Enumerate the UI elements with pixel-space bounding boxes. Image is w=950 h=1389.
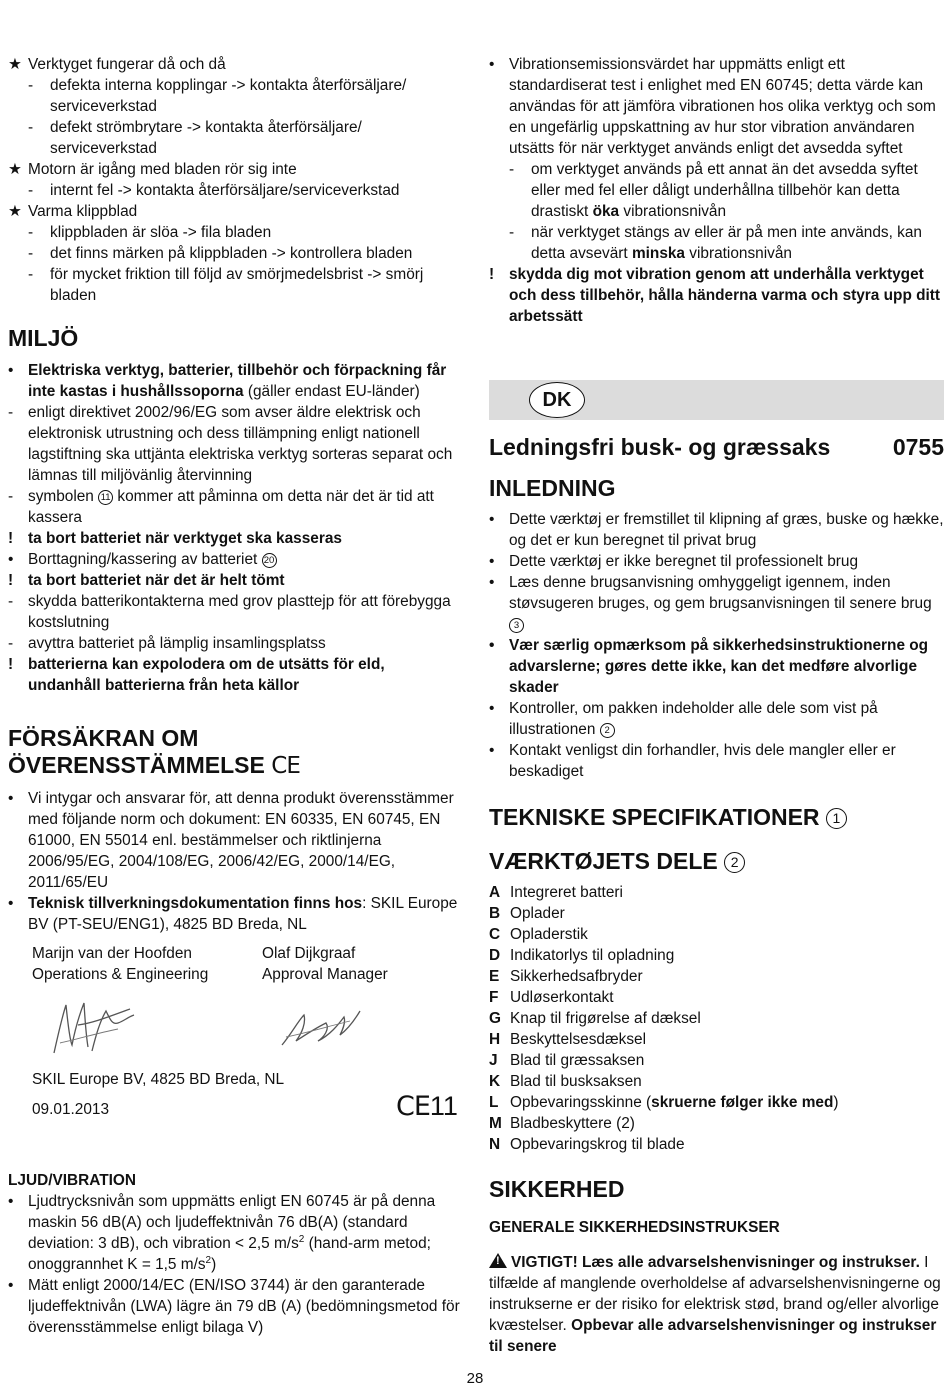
trouble-cause: - defekt strömbrytare -> kontakta återförsäljare/ serviceverkstad <box>28 119 362 157</box>
part-label: Blad til busksaksen <box>510 1073 642 1090</box>
vibration-item: - när verktyget stängs av eller är på men inte används, kan detta avsevärt minska vibrationsnivån <box>509 224 922 262</box>
trouble-symptom: ★ Verktyget fungerar då och då <box>8 56 226 73</box>
right-column-dk <box>489 434 944 1357</box>
part-letter: E <box>489 968 500 985</box>
part-item <box>489 987 944 1008</box>
signature-block <box>8 943 460 1169</box>
part-item <box>489 1134 944 1155</box>
inledning-item: • Kontroller, om pakken indeholder alle dele som vist på illustrationen 2 <box>489 700 878 738</box>
trouble-cause: - klippbladen är slöa -> fila bladen <box>28 224 272 241</box>
ref-number-11: 11 <box>98 490 113 505</box>
signature-2-image <box>278 1003 368 1051</box>
forsakran-item: • Vi intygar och ansvarar för, att denna produkt överensstämmer med följande norm och dokument: EN 60335, EN 60745, EN 61000, EN 55014 enl. bestämmelser och riktlinjerna 2006/95/EG, 2004/108/EG, 2006/42/EG, 2000/14/EG, 2011/65/EU <box>8 790 454 891</box>
trouble-cause: - det finns märken på klippbladen -> kontrollera bladen <box>28 245 413 262</box>
part-letter: H <box>489 1031 501 1048</box>
product-title: Ledningsfri busk- og græssaks 0755 <box>489 434 944 460</box>
part-letter: C <box>489 926 501 943</box>
part-letter: F <box>489 989 499 1006</box>
part-letter: J <box>489 1052 498 1069</box>
left-column <box>8 54 460 1338</box>
generale-heading: GENERALE SIKKERHEDSINSTRUKSER <box>489 1219 780 1236</box>
ref-number-20: 20 <box>262 553 277 568</box>
inledning-item: • Vær særlig opmærksom på sikkerhedsinstruktionerne og advarslerne; gøres dette ikke, kan det medføre alvorlige skader <box>489 637 929 696</box>
part-label: Blad til græssaksen <box>510 1052 645 1069</box>
part-letter: D <box>489 947 501 964</box>
part-item <box>489 1050 944 1071</box>
vibration-item: • Vibrationsemissionsvärdet har uppmätts enligt ett standardiserat test i enlighet med EN 60745; detta värde kan användas för att jämföra vibrationen hos olika verktyg och som en ungefärlig uppskattning av hur stor vibration användaren utsätts för när verktyget används enligt det avsedda syftet <box>489 56 936 157</box>
part-item <box>489 882 944 903</box>
inledning-item: • Kontakt venligst din forhandler, hvis dele mangler eller er beskadiget <box>489 742 896 780</box>
declaration-date: 09.01.2013 <box>32 1101 110 1118</box>
miljo-warning: ! batterierna kan expolodera om de utsätts för eld, undanhåll batterierna från heta källor <box>8 656 385 694</box>
language-badge: DK <box>529 382 585 418</box>
miljo-item: • Elektriska verktyg, batterier, tillbehör och förpackning får inte kastas i hushållssoporna (gäller endast EU-länder) <box>8 362 447 400</box>
miljo-item: - symbolen 11 kommer att påminna om detta när det är tid att kassera <box>8 488 434 526</box>
miljo-item: - skydda batterikontakterna med grov plasttejp för att förebygga kostslutning <box>8 593 451 631</box>
language-bar-dk <box>489 380 944 420</box>
part-label: Oplader <box>510 905 565 922</box>
inledning-item: • Dette værktøj er ikke beregnet til professionelt brug <box>489 553 859 570</box>
ce-mark-11: CE11 <box>396 1091 458 1122</box>
part-item <box>489 1029 944 1050</box>
trouble-cause: - för mycket friktion till följd av smörjmedelsbrist -> smörj bladen <box>28 266 424 304</box>
miljo-item: - avyttra batteriet på lämplig insamlingsplatss <box>8 635 326 652</box>
part-item <box>489 1113 944 1134</box>
tekniske-heading: TEKNISKE SPECIFIKATIONER 1 <box>489 804 944 831</box>
part-letter: K <box>489 1073 501 1090</box>
part-label: Beskyttelsesdæksel <box>510 1031 647 1048</box>
part-letter: A <box>489 884 501 901</box>
ref-number-3: 3 <box>509 618 524 633</box>
miljo-warning: ! ta bort batteriet när verktyget ska kasseras <box>8 530 342 547</box>
inledning-heading: INLEDNING <box>489 475 616 501</box>
part-item <box>489 924 944 945</box>
signatory-2: Olaf Dijkgraaf Approval Manager <box>262 945 388 983</box>
signature-1-image <box>48 995 143 1059</box>
part-letter: L <box>489 1094 499 1111</box>
part-label: Knap til frigørelse af dæksel <box>510 1010 701 1027</box>
part-label: Integreret batteri <box>510 884 623 901</box>
inledning-item: • Dette værktøj er fremstillet til klipning af græs, buske og hække, og det er kun beregnet til privat brug <box>489 511 944 549</box>
ce-mark: CE <box>271 753 300 779</box>
ref-number-2: 2 <box>600 723 615 738</box>
part-item <box>489 1071 944 1092</box>
vibration-warning: ! skydda dig mot vibration genom att underhålla verktyget och dess tillbehör, hålla händerna varma och styra upp ditt arbetssätt <box>489 266 941 325</box>
part-item <box>489 945 944 966</box>
company-address: SKIL Europe BV, 4825 BD Breda, NL <box>32 1071 285 1088</box>
trouble-symptom: ★ Motorn är igång med bladen rör sig inte <box>8 161 297 178</box>
trouble-symptom: ★ Varma klippblad <box>8 203 138 220</box>
warning-icon <box>489 1253 507 1268</box>
part-label: Opbevaringskrog til blade <box>510 1136 685 1153</box>
trouble-cause: - defekta interna kopplingar -> kontakta återförsäljare/ serviceverkstad <box>28 77 407 115</box>
part-label: Udløserkontakt <box>510 989 614 1006</box>
part-item <box>489 966 944 987</box>
miljo-item: - enligt direktivet 2002/96/EG som avser äldre elektrisk och elektronisk utrustning och dess tillämpning enligt nationell lagstiftning ska uttjänta elektriska verktyg sorteras separat och lämnas till miljövänlig återvinning <box>8 404 453 484</box>
vaerktojets-heading: VÆRKTØJETS DELE 2 <box>489 848 944 875</box>
part-letter: N <box>489 1136 501 1153</box>
ljud-item: • Mätt enligt 2000/14/EC (EN/ISO 3744) är den garanterade ljudeffektnivån (LWA) lägre än 79 dB (A) (bedömningsmetod för överensstämmelse enligt bilaga V) <box>8 1277 460 1336</box>
troubleshooting-list <box>8 54 460 306</box>
forsakran-heading: FÖRSÄKRAN OM ÖVERENSSTÄMMELSE CE <box>8 725 300 779</box>
vibration-item: - om verktyget används på ett annat än det avsedda syftet eller med fel eller dåligt underhållna tillbehör kan detta drastiskt öka vibrationsnivån <box>509 161 918 220</box>
ljud-item: • Ljudtrycksnivån som uppmätts enligt EN 60745 är på denna maskin 56 dB(A) och ljudeffektnivån 76 dB(A) (standard deviation: 3 dB), och vibration < 2,5 $m/s^2$ (hand-arm metod; onoggrannhet K = 1,5 $m/s^2$) <box>8 1193 436 1273</box>
signatory-1: Marijn van der Hoofden Operations & Engineering <box>32 945 209 983</box>
page-number: 28 <box>466 1370 484 1387</box>
right-column <box>489 54 944 327</box>
part-item: L Opbevaringsskinne (skruerne følger ikke med) <box>489 1094 839 1111</box>
part-item <box>489 1008 944 1029</box>
miljo-item: • Borttagning/kassering av batteriet 20 <box>8 549 460 570</box>
miljo-warning: ! ta bort batteriet när det är helt tömt <box>8 572 285 589</box>
parts-list <box>489 882 944 1155</box>
part-letter: B <box>489 905 501 922</box>
part-label: Bladbeskyttere (2) <box>510 1115 635 1132</box>
sikkerhed-heading: SIKKERHED <box>489 1176 625 1202</box>
product-number: 0755 <box>892 434 944 460</box>
part-letter: M <box>489 1115 502 1132</box>
part-label: Sikkerhedsafbryder <box>510 968 643 985</box>
ref-number-1: 1 <box>826 808 847 829</box>
part-label: Indikatorlys til opladning <box>510 947 675 964</box>
part-letter: G <box>489 1010 501 1027</box>
part-label: Opladerstik <box>510 926 588 943</box>
inledning-item: • Læs denne brugsanvisning omhyggeligt igennem, inden støvsugeren bruges, og gem brugsanvisningen til senere brug 3 <box>489 574 932 631</box>
ljud-heading: LJUD/VIBRATION <box>8 1172 136 1189</box>
part-item <box>489 903 944 924</box>
trouble-cause: - internt fel -> kontakta återförsäljare/serviceverkstad <box>28 182 400 199</box>
forsakran-item: • Teknisk tillverkningsdokumentation finns hos: SKIL Europe BV (PT-SEU/ENG1), 4825 BD Breda, NL <box>8 895 458 933</box>
part-label: Opbevaringsskinne ( <box>510 1094 652 1111</box>
vigtigt-paragraph: !VIGTIGT! Læs alle advarselshenvisninger og instrukser. I tilfælde af manglende overholdelse af advarselshenvisningerne og instrukserne er der risiko for elektrisk stød, brand og/eller alvorlige kvæstelser. Opbevar alle advarselshenvisninger og instrukser til senere <box>489 1252 944 1357</box>
miljo-heading: MILJÖ <box>8 325 79 351</box>
ref-number-2: 2 <box>724 852 745 873</box>
